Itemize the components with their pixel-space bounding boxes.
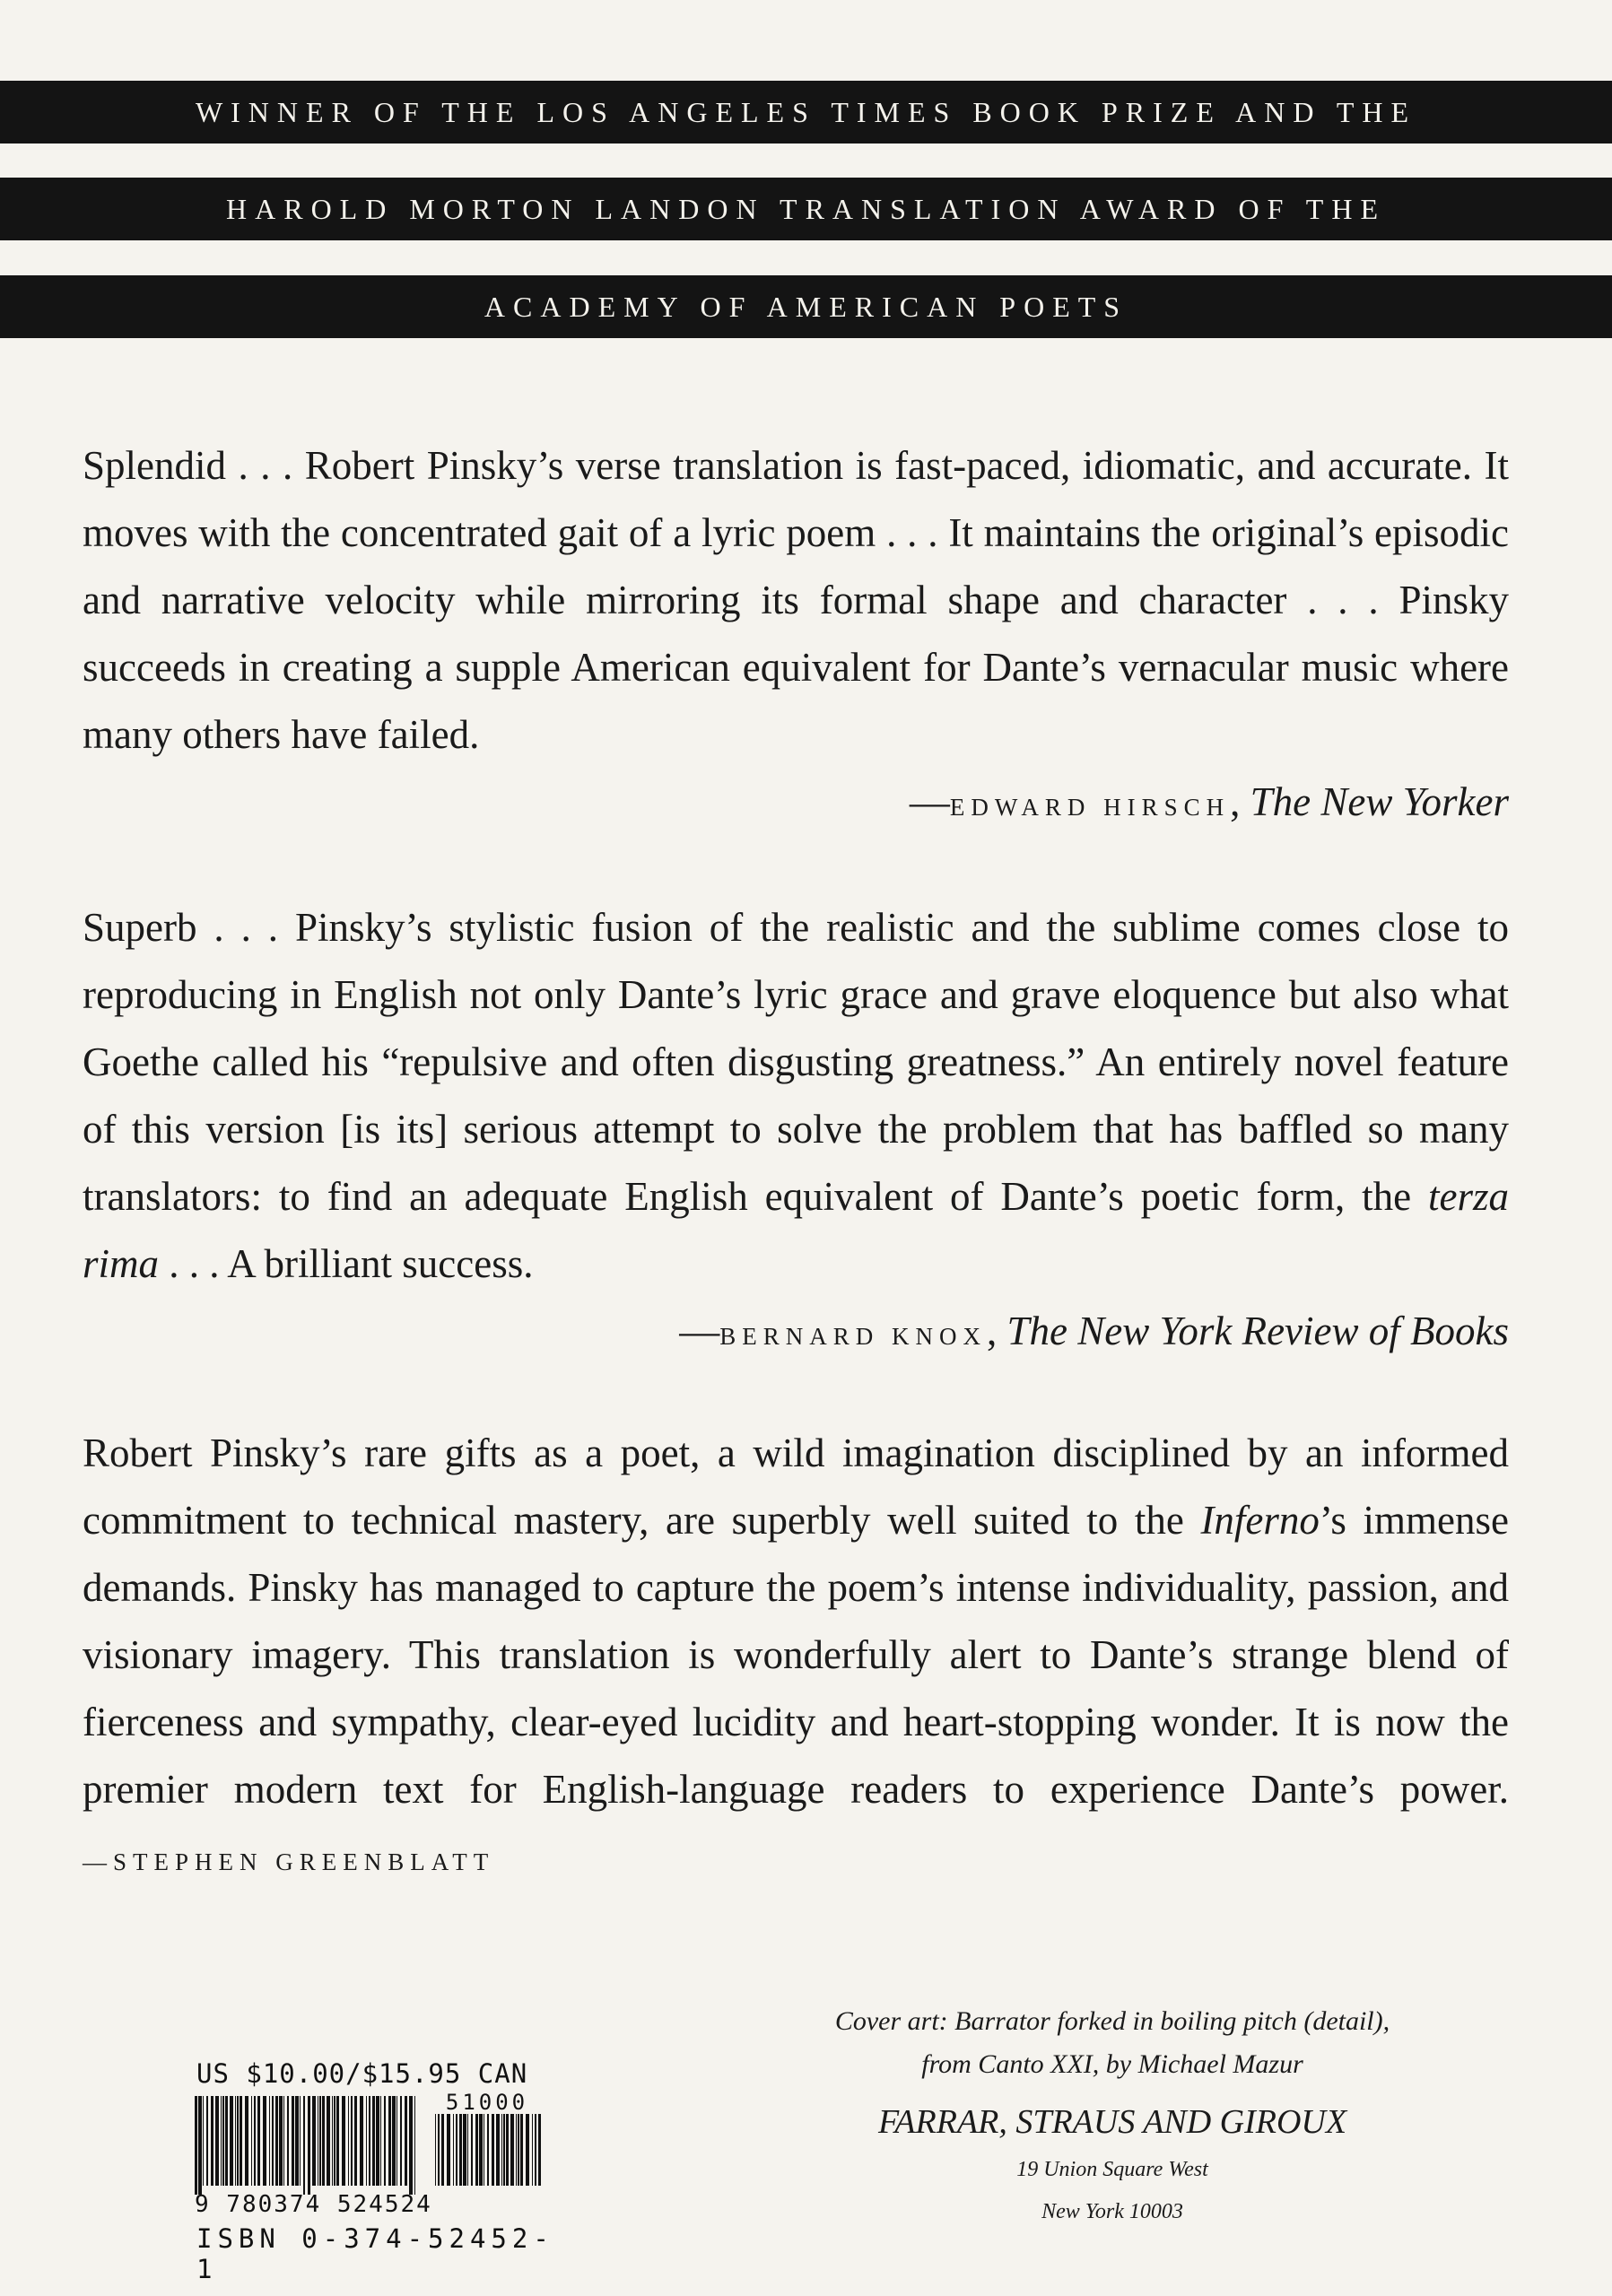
ean-barcode-icon xyxy=(193,2096,417,2195)
ean-digits: 9 780374 524524 xyxy=(195,2191,432,2218)
barcode-block xyxy=(193,2058,570,2284)
award-banner-line-2: HAROLD MORTON LANDON TRANSLATION AWARD OF THE xyxy=(0,178,1612,240)
award-banner-line-1: WINNER OF THE LOS ANGELES TIMES BOOK PRIZE AND THE xyxy=(0,81,1612,144)
reviewer-name: STEPHEN GREENBLATT xyxy=(113,1848,495,1875)
addon-digits: 51000 xyxy=(433,2091,541,2114)
publisher-name: FARRAR, STRAUS AND GIROUX xyxy=(877,2103,1347,2141)
award-banner-line-3: ACADEMY OF AMERICAN POETS xyxy=(0,275,1612,338)
review-attribution: —BERNARD KNOX, The New York Review of Books xyxy=(679,1309,1509,1353)
review-source: The New Yorker xyxy=(1250,779,1509,824)
review-knox xyxy=(83,894,1509,1370)
review-source: The New York Review of Books xyxy=(1006,1309,1509,1353)
colophon xyxy=(745,2000,1480,2224)
cover-art-credit: Cover art: Barrator forked in boiling pitch (detail), from Canto XXI, by Michael Mazur xyxy=(834,2006,1390,2079)
review-attribution: —EDWARD HIRSCH, The New Yorker xyxy=(909,779,1509,824)
italic-title: Inferno xyxy=(1200,1498,1320,1543)
italic-term: terza rima xyxy=(83,1174,1509,1286)
isbn-label: ISBN 0-374-52452-1 xyxy=(196,2223,554,2284)
review-text: Robert Pinsky’s rare gifts as a poet, a wild imagination disciplined by an informed commitment to technical mastery, are superbly well suited to the Inferno’s immense demands. Pinsky has managed to capture the poem’s intense individuality, passion, and visionary imagery. This translation is wonderfully alert to Dante’s strange blend of fierceness and sympathy, clear-eyed lucidity and heart-stopping wonder. It is now the premier modern text for English-language readers to experience Dante’s power. —STEPHEN GREENBLATT xyxy=(83,1431,1509,1875)
addon-barcode xyxy=(433,2090,541,2195)
review-greenblatt xyxy=(83,1420,1509,1896)
price-label: US $10.00/$15.95 CAN xyxy=(196,2058,528,2089)
publisher-address-street: 19 Union Square West xyxy=(1016,2158,1208,2181)
barcode-bars xyxy=(193,2090,570,2195)
reviewer-name: BERNARD KNOX xyxy=(719,1323,987,1350)
reviewer-name: EDWARD HIRSCH xyxy=(949,794,1231,821)
review-text: Superb . . . Pinsky’s stylistic fusion of the realistic and the sublime comes close to reproducing in English not only Dante’s lyric grace and grave eloquence but also what Goethe called his “repulsive and often disgusting greatness.” An entirely novel feature of this version [is its] serious attempt to solve the problem that has baffled so many translators: to find an adequate English equivalent of Dante’s poetic form, the terza rima . . . A brilliant success. xyxy=(83,905,1509,1286)
review-hirsch xyxy=(83,432,1509,841)
publisher-address-city: New York 10003 xyxy=(1041,2200,1183,2223)
reviewer-attribution: —STEPHEN GREENBLATT xyxy=(83,1848,495,1875)
review-text: Splendid . . . Robert Pinsky’s verse translation is fast-paced, idiomatic, and accurate. It moves with the concentrated gait of a lyric poem . . . It maintains the original’s episodic and narrative velocity while mirroring its formal shape and character . . . Pinsky succeeds in creating a supple American equivalent for Dante’s vernacular music where many others have failed. xyxy=(83,443,1509,757)
